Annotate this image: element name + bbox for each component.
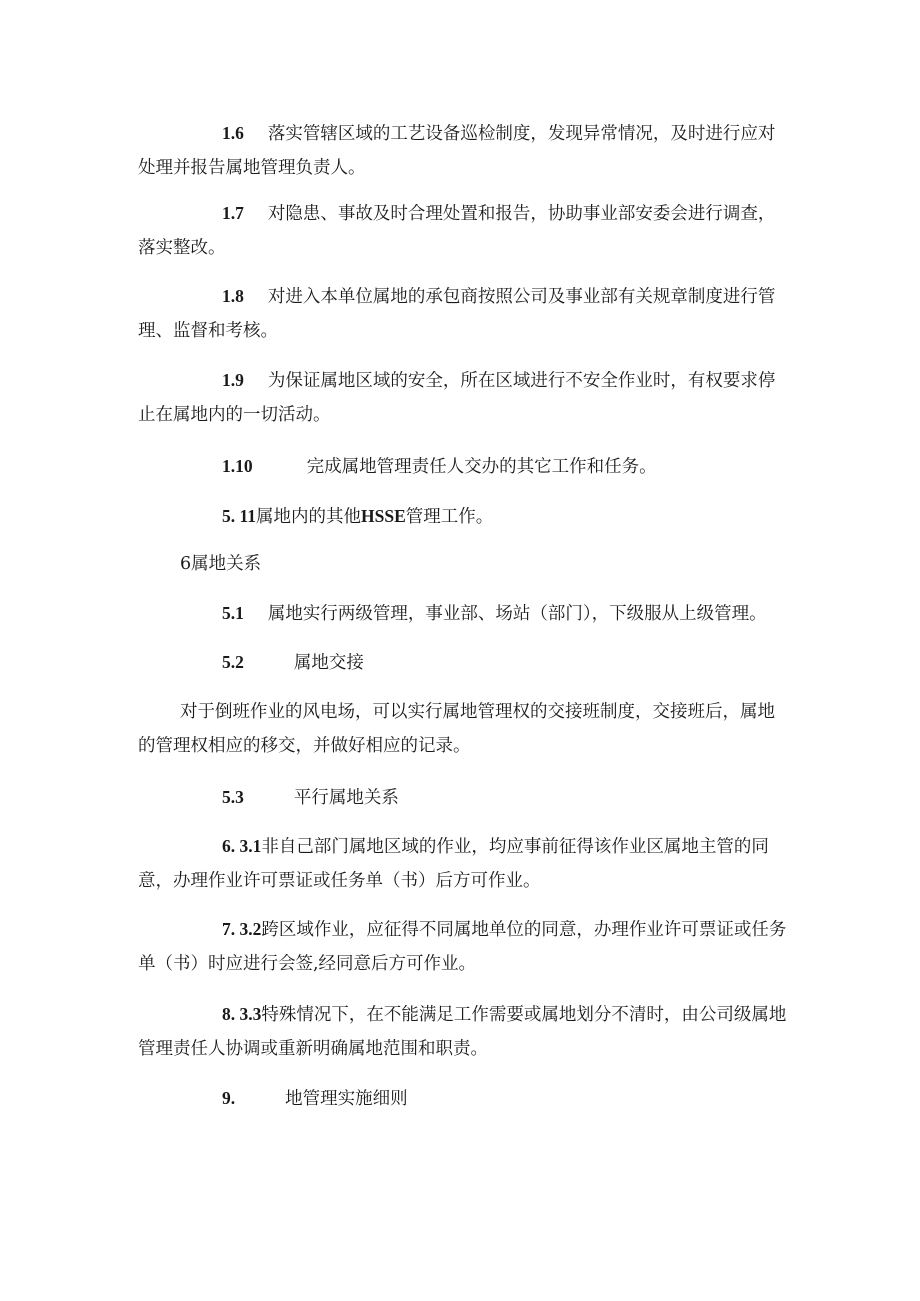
clause-text-post: 管理工作。 bbox=[405, 507, 494, 527]
clause-number: 5.2 bbox=[222, 652, 244, 672]
clause-text: 平行属地关系 bbox=[293, 788, 399, 808]
clause-number: 7. 3.2 bbox=[222, 919, 262, 939]
clause-text: 特殊情况下，在不能满足工作需要或属地划分不清时，由公司级属地管理责任人协调或重新明确属地范围和职责。 bbox=[138, 1005, 787, 1059]
paragraph-5-2 bbox=[138, 645, 788, 680]
paragraph-1-8 bbox=[138, 279, 788, 348]
clause-text: 对隐患、事故及时合理处置和报告，协助事业部安委会进行调查，落实整改。 bbox=[138, 204, 776, 258]
clause-number: 5.3 bbox=[222, 787, 244, 807]
paragraph-shift-handover bbox=[138, 695, 788, 763]
clause-number: 1.7 bbox=[222, 203, 244, 223]
paragraph-5-3 bbox=[138, 780, 788, 815]
clause-number: 6. 3.1 bbox=[222, 836, 262, 856]
clause-number: 8. 3.3 bbox=[222, 1004, 262, 1024]
paragraph-5-11 bbox=[138, 499, 788, 534]
clause-text: 属地交接 bbox=[293, 653, 364, 673]
section-heading-6 bbox=[138, 547, 788, 581]
paragraph-1-7 bbox=[138, 196, 788, 265]
clause-number: 1.8 bbox=[222, 286, 244, 306]
clause-number: 1.6 bbox=[222, 123, 244, 143]
hsse-term: HSSE bbox=[361, 506, 406, 526]
paragraph-9 bbox=[138, 1081, 788, 1116]
clause-text: 地管理实施细则 bbox=[285, 1089, 408, 1109]
clause-number: 5. 11 bbox=[222, 506, 257, 526]
clause-text: 落实管辖区域的工艺设备巡检制度，发现异常情况，及时进行应对处理并报告属地管理负责人。 bbox=[138, 124, 776, 178]
section-heading-text: 6属地关系 bbox=[180, 554, 262, 574]
paragraph-7-3-2 bbox=[138, 912, 788, 981]
paragraph-6-3-1 bbox=[138, 829, 788, 898]
clause-text: 完成属地管理责任人交办的其它工作和任务。 bbox=[306, 457, 657, 477]
clause-text: 非自己部门属地区域的作业，均应事前征得该作业区属地主管的同意，办理作业许可票证或任务单（书）后方可作业。 bbox=[138, 837, 769, 891]
paragraph-1-9 bbox=[138, 363, 788, 432]
clause-number: 1.9 bbox=[222, 370, 244, 390]
clause-text-pre: 属地内的其他 bbox=[256, 507, 362, 527]
paragraph-8-3-3 bbox=[138, 997, 788, 1066]
clause-text: 跨区域作业，应征得不同属地单位的同意，办理作业许可票证或任务单（书）时应进行会签,经同意后方可作业。 bbox=[138, 920, 787, 974]
paragraph-5-1 bbox=[138, 596, 788, 631]
clause-number: 9. bbox=[222, 1088, 236, 1108]
clause-number: 1.10 bbox=[222, 456, 253, 476]
clause-number: 5.1 bbox=[222, 603, 244, 623]
clause-text: 对进入本单位属地的承包商按照公司及事业部有关规章制度进行管理、监督和考核。 bbox=[138, 287, 776, 341]
paragraph-1-6 bbox=[138, 116, 788, 185]
body-text: 对于倒班作业的风电场，可以实行属地管理权的交接班制度，交接班后，属地的管理权相应的移交，并做好相应的记录。 bbox=[138, 702, 775, 756]
clause-text: 属地实行两级管理，事业部、场站（部门），下级服从上级管理。 bbox=[267, 604, 767, 624]
paragraph-1-10 bbox=[138, 449, 788, 484]
clause-text: 为保证属地区域的安全，所在区域进行不安全作业时，有权要求停止在属地内的一切活动。 bbox=[138, 371, 776, 425]
